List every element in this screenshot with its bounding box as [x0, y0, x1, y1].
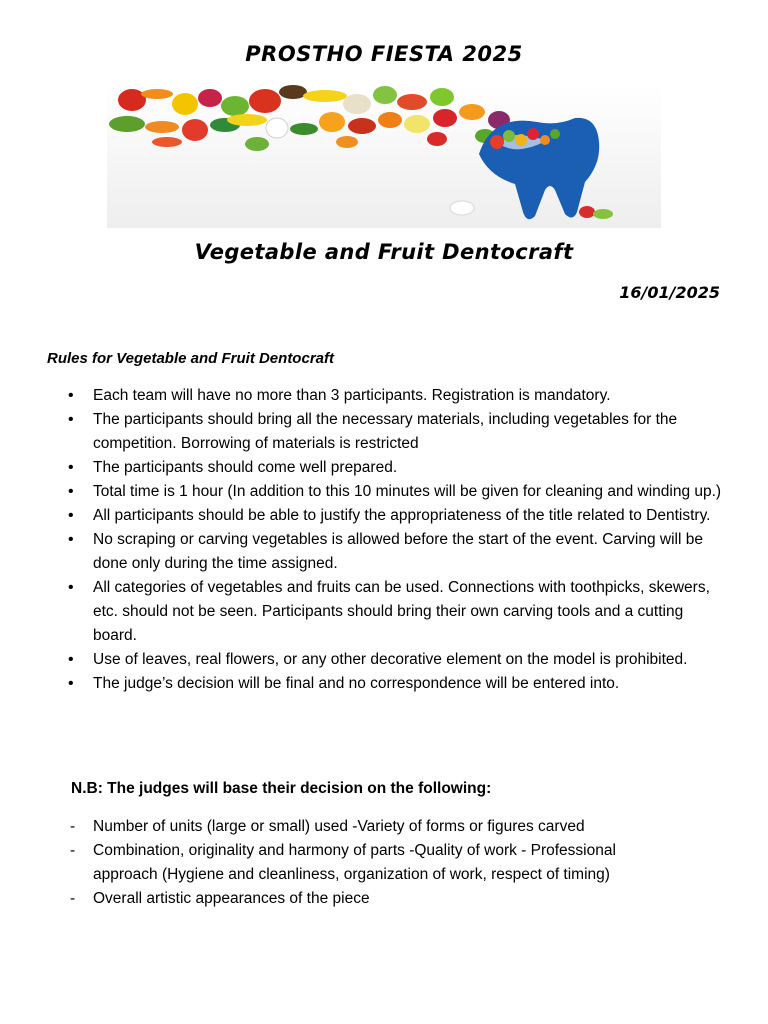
section-title: Vegetable and Fruit Dentocraft	[194, 240, 574, 264]
list-item: - Number of units (large or small) used -Variety of forms or figures carved	[0, 815, 768, 839]
list-item: • All categories of vegetables and fruits can be used. Connections with toothpicks, skewers, etc. should not be seen. Participants should bring their own carving tools and a cutting board.	[0, 576, 768, 648]
list-item: • The participants should bring all the necessary materials, including vegetables for the competition. Borrowing of materials is restricted	[0, 408, 768, 456]
list-item: - Overall artistic appearances of the piece	[0, 887, 768, 911]
page-title: PROSTHO FIESTA 2025	[245, 42, 523, 66]
event-date: 16/01/2025	[619, 283, 720, 302]
list-item: - Combination, originality and harmony of parts -Quality of work - Professional approach (Hygiene and cleanliness, organization of work, respect of timing)	[0, 839, 768, 887]
nb-heading: N.B: The judges will base their decision on the following:	[71, 780, 492, 797]
list-item: • No scraping or carving vegetables is allowed before the start of the event. Carving will be done only during the time assigned.	[0, 528, 768, 576]
fruits-vegetables-tooth-illustration	[107, 84, 661, 228]
rules-list	[0, 384, 768, 696]
list-item: • Total time is 1 hour (In addition to this 10 minutes will be given for cleaning and winding up.)	[0, 480, 768, 504]
rules-heading: Rules for Vegetable and Fruit Dentocraft	[47, 350, 334, 367]
list-item: • Use of leaves, real flowers, or any other decorative element on the model is prohibited.	[0, 648, 768, 672]
list-item: • The judge’s decision will be final and no correspondence will be entered into.	[0, 672, 768, 696]
list-item: • The participants should come well prepared.	[0, 456, 768, 480]
criteria-list	[0, 815, 768, 911]
list-item: • Each team will have no more than 3 participants. Registration is mandatory.	[0, 384, 768, 408]
list-item: • All participants should be able to justify the appropriateness of the title related to Dentistry.	[0, 504, 768, 528]
